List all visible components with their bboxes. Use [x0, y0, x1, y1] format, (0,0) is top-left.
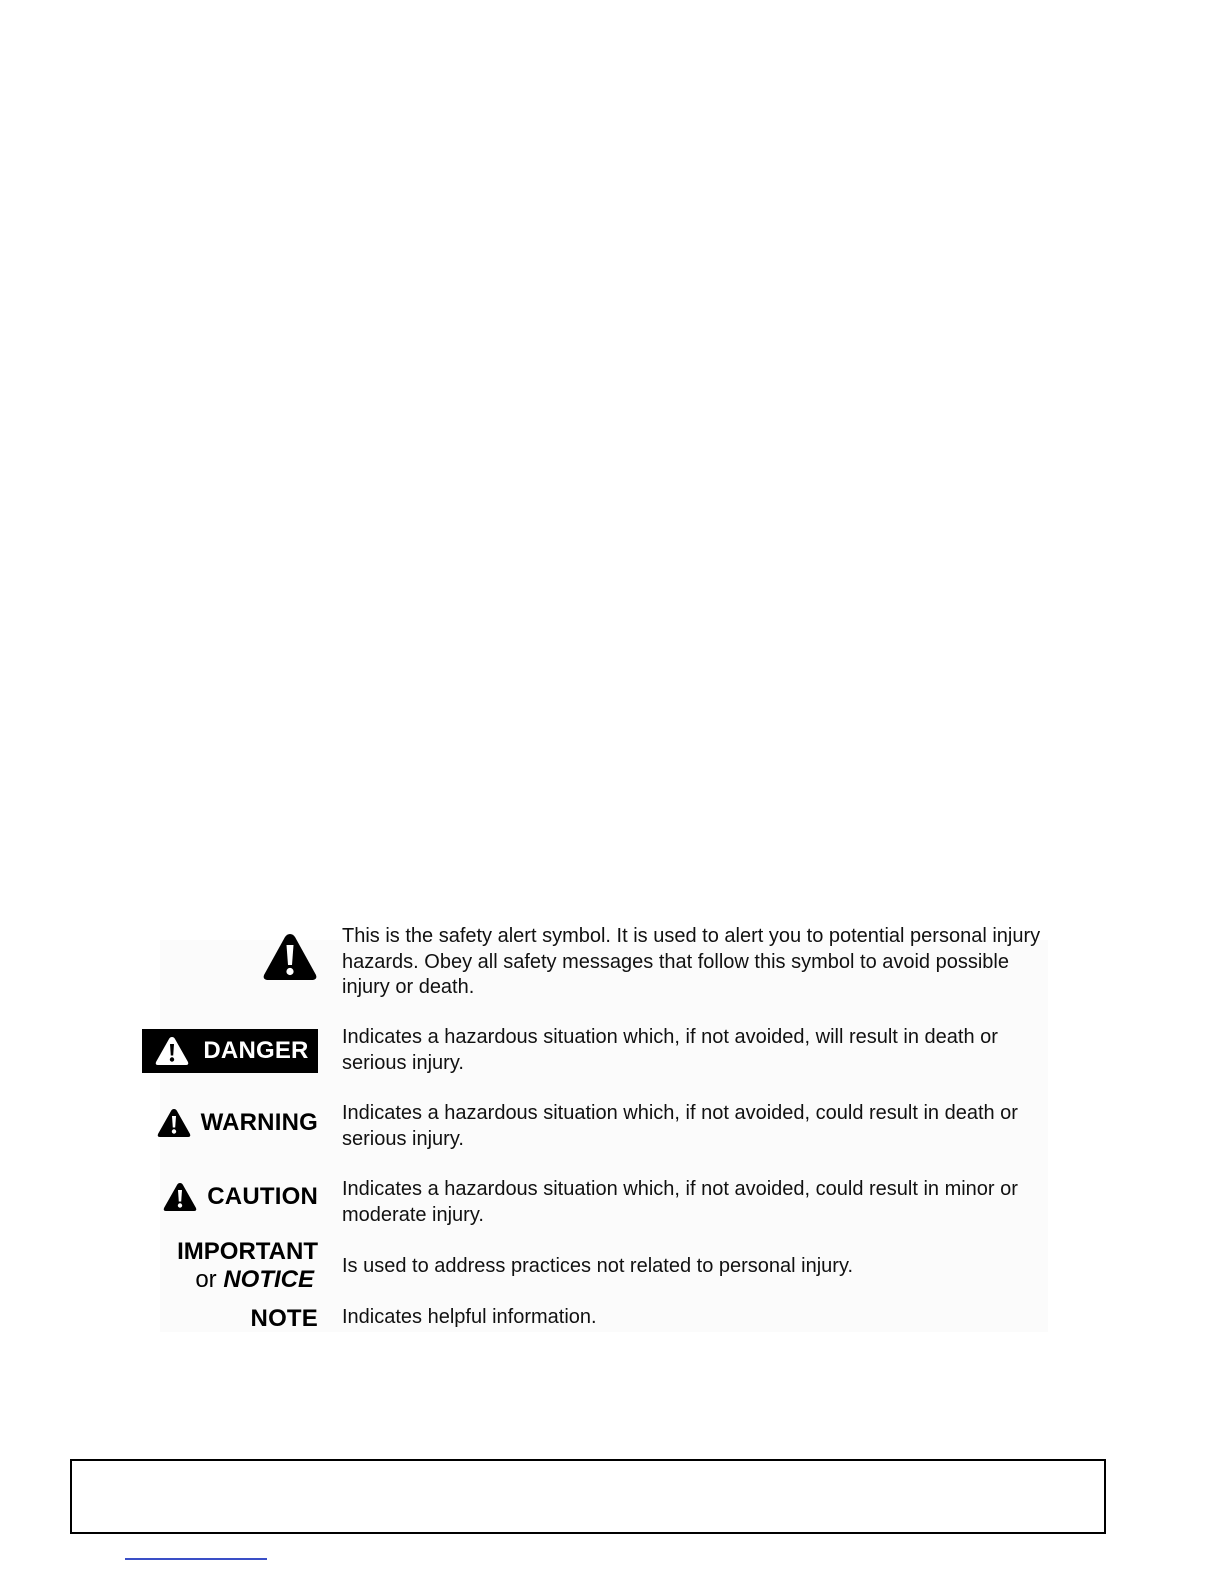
- note-signal: [251, 1304, 318, 1334]
- important-description: Is used to address practices not related to personal injury.: [342, 1255, 854, 1277]
- safety-alert-triangle-icon: [155, 1036, 189, 1066]
- note-label: NOTE: [250, 1305, 318, 1332]
- footer-box: [70, 1459, 1106, 1534]
- note-description: Indicates helpful information.: [342, 1306, 597, 1328]
- important-notice-label: [177, 1238, 318, 1294]
- warning-label: WARNING: [200, 1109, 318, 1136]
- danger-label-box: [142, 1029, 318, 1073]
- danger-signal: [142, 1029, 318, 1073]
- safety-alert-triangle-icon: [163, 1182, 197, 1212]
- caution-signal: [163, 1179, 318, 1215]
- footer-link-underline[interactable]: [125, 1558, 267, 1560]
- caution-description: Indicates a hazardous situation which, if not avoided, could result in minor or moderate injury.: [342, 1178, 1018, 1226]
- warning-description: Indicates a hazardous situation which, if not avoided, could result in death or serious injury.: [342, 1102, 1018, 1150]
- warning-signal: [157, 1105, 318, 1141]
- safety-alert-triangle-icon: [262, 931, 318, 983]
- important-label: IMPORTANT: [177, 1238, 318, 1265]
- or-notice-line: [177, 1266, 318, 1294]
- caution-label: CAUTION: [207, 1183, 318, 1210]
- alert-symbol-description: This is the safety alert symbol. It is used to alert you to potential personal injury hazards. Obey all safety messages that follow this symbol to avoid possible injury or death.: [342, 925, 1041, 998]
- danger-description: Indicates a hazardous situation which, if not avoided, will result in death or serious injury.: [342, 1026, 998, 1074]
- alert-symbol-cell: [262, 930, 318, 984]
- notice-label: NOTICE: [223, 1266, 314, 1293]
- danger-label: DANGER: [203, 1037, 309, 1064]
- important-signal: [177, 1237, 318, 1295]
- or-text: or: [195, 1266, 217, 1293]
- safety-alert-triangle-icon: [157, 1108, 191, 1138]
